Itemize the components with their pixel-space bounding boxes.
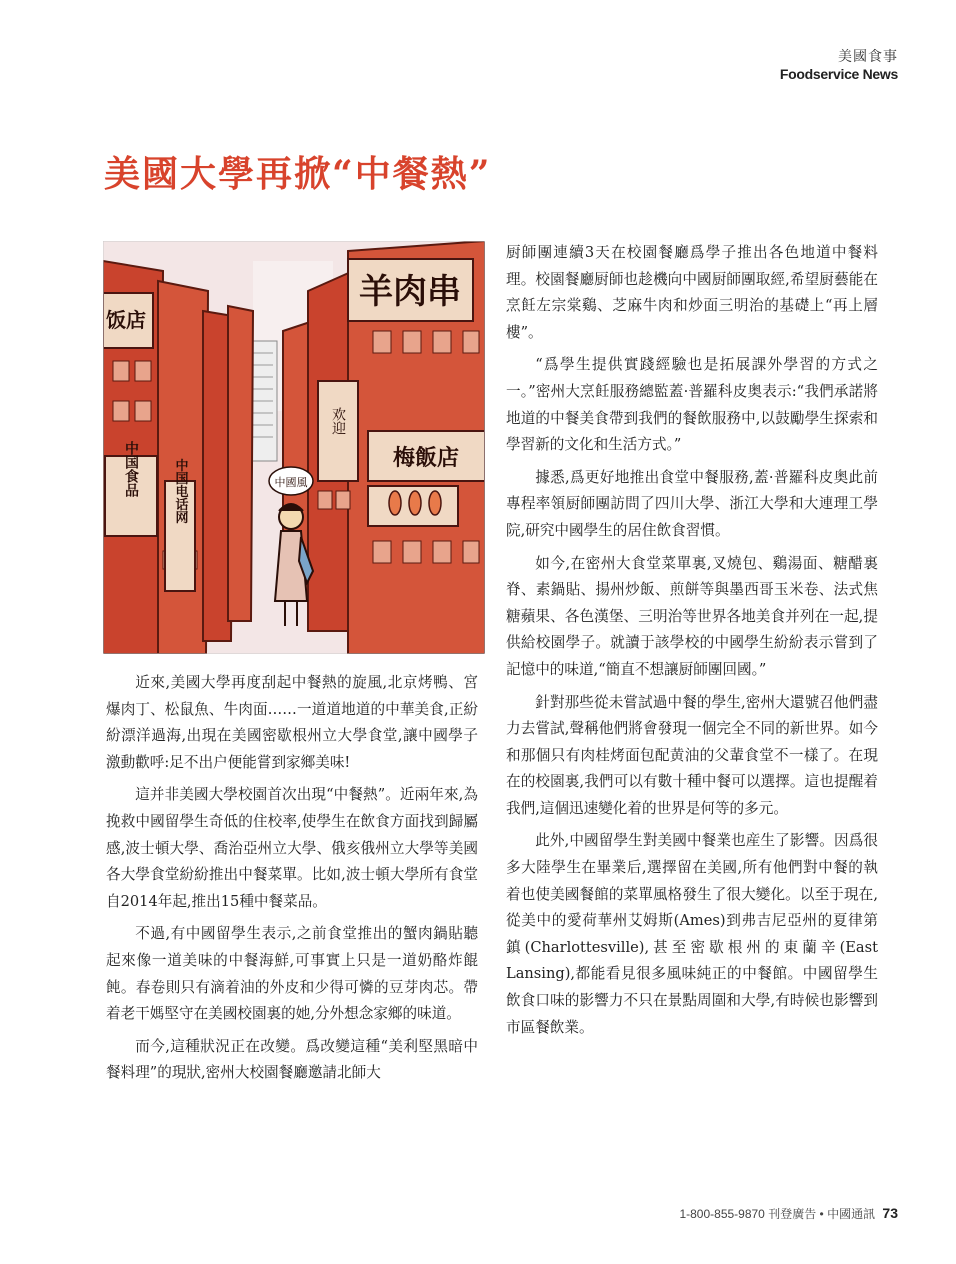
- paragraph: “爲學生提供實踐經驗也是拓展課外學習的方式之一。”密州大烹飪服務總監蓋·普羅科皮奥表示:“我們承諾將地道的中餐美食帶到我們的餐飲服務中,以鼓勵學生探索和學習新的文化和生活方式。”: [506, 356, 878, 454]
- sign-food: 中国食品: [123, 441, 139, 497]
- page-footer: [679, 1205, 898, 1222]
- sign-welcome: 欢迎: [330, 407, 346, 435]
- paragraph-continued: 厨師團連續3天在校園餐廳爲學子推出各色地道中餐料理。校園餐廳厨師也趁機向中國厨師團取經,希望厨藝能在烹飪左宗棠鷄、芝麻牛肉和炒面三明治的基礎上“再上層樓”。: [506, 244, 878, 341]
- speech-bubble-text: 中國風: [274, 476, 308, 489]
- sign-yangrouchuan: 羊肉串: [359, 272, 461, 312]
- sign-mei-hotel: 梅飯店: [392, 446, 460, 471]
- article-left-column: [106, 670, 478, 1093]
- paragraph: 而今,這種狀況正在改變。爲改變這種“美利堅黑暗中餐料理”的現狀,密州大校園餐廳邀請北師大: [106, 1037, 478, 1082]
- sign-phone: 中国电话网: [172, 458, 188, 524]
- paragraph: 這并非美國大學校園首次出現“中餐熱”。近兩年來,為挽救中國留學生奇低的住校率,使學生在飲食方面找到歸屬感,波士頓大學、喬治亞州立大學、俄亥俄州立大學等美國各大學食堂紛紛推出中餐菜單。比如,波士頓大學所有食堂自2014年起,推出15種中餐菜品。: [106, 786, 478, 910]
- paragraph: 針對那些從未嘗試過中餐的學生,密州大還號召他們盡力去嘗試,聲稱他們將會發現一個完全不同的新世界。如今和那個只有肉桂烤面包配黄油的父輩食堂不一樣了。在現在的校園裏,我們可以有數十種中餐可以選擇。這也提醒着我們,這個迅速變化着的世界是何等的多元。: [506, 693, 878, 817]
- paragraph: 不過,有中國留學生表示,之前食堂推出的蟹肉鍋貼聽起來像一道美味的中餐海鮮,可事實上只是一道奶酪炸餛飩。春卷則只有滴着油的外皮和少得可憐的豆芽肉芯。帶着老干媽堅守在美國校園裏的她,分外想念家鄉的味道。: [106, 925, 478, 1023]
- article-right-column: [506, 240, 878, 1047]
- section-name-en: Foodservice News: [779, 66, 898, 82]
- paragraph: 據悉,爲更好地推出食堂中餐服務,蓋·普羅科皮奥此前專程率領厨師團訪問了四川大學、浙江大學和大連理工學院,研究中國學生的居住飲食習慣。: [506, 468, 878, 539]
- section-header: [780, 46, 898, 82]
- sign-fandian: 饭店: [106, 308, 146, 332]
- paragraph: 近來,美國大學再度刮起中餐熱的旋風,北京烤鴨、宮爆肉丁、松鼠魚、牛肉面……一道道地道的中華美食,正紛紛漂洋過海,出現在美國密歇根州立大學食堂,讓中國學子激動歡呼:足不出户便能嘗到家鄉美味!: [106, 674, 478, 771]
- footer-phone: 1-800-855-9870: [679, 1207, 765, 1221]
- page-number: 73: [882, 1205, 898, 1221]
- paragraph: 如今,在密州大食堂菜單裏,叉燒包、鷄湯面、糖醋裏脊、素鍋貼、揚州炒飯、煎餅等與墨西哥玉米卷、法式焦糖蘋果、各色漢堡、三明治等世界各地美食并列在一起,提供給校園學子。就讀于該學校的中國學生紛紛表示嘗到了記憶中的味道,“簡直不想讓厨師團回國。”: [506, 554, 878, 678]
- paragraph: 此外,中國留學生對美國中餐業也産生了影響。因爲很多大陸學生在畢業后,選擇留在美國,所有他們對中餐的執着也使美國餐館的菜單風格發生了很大變化。以至于現在,從美中的愛荷華州艾姆斯(Ames)到弗吉尼亞州的夏律第鎮(Charlottesville),甚至密歇根州的東蘭辛(East Lansing),都能看見很多風味純正的中餐館。中國留學生飲食口味的影響力不只在景點周圍和大學,有時候也影響到市區餐飲業。: [506, 832, 878, 1036]
- footer-text: 刊登廣告 • 中國通訊: [768, 1207, 876, 1221]
- article-title: 美國大學再掀“中餐熱”: [104, 153, 492, 195]
- section-name-zh: 美國食事: [838, 49, 898, 65]
- street-illustration: [103, 241, 485, 654]
